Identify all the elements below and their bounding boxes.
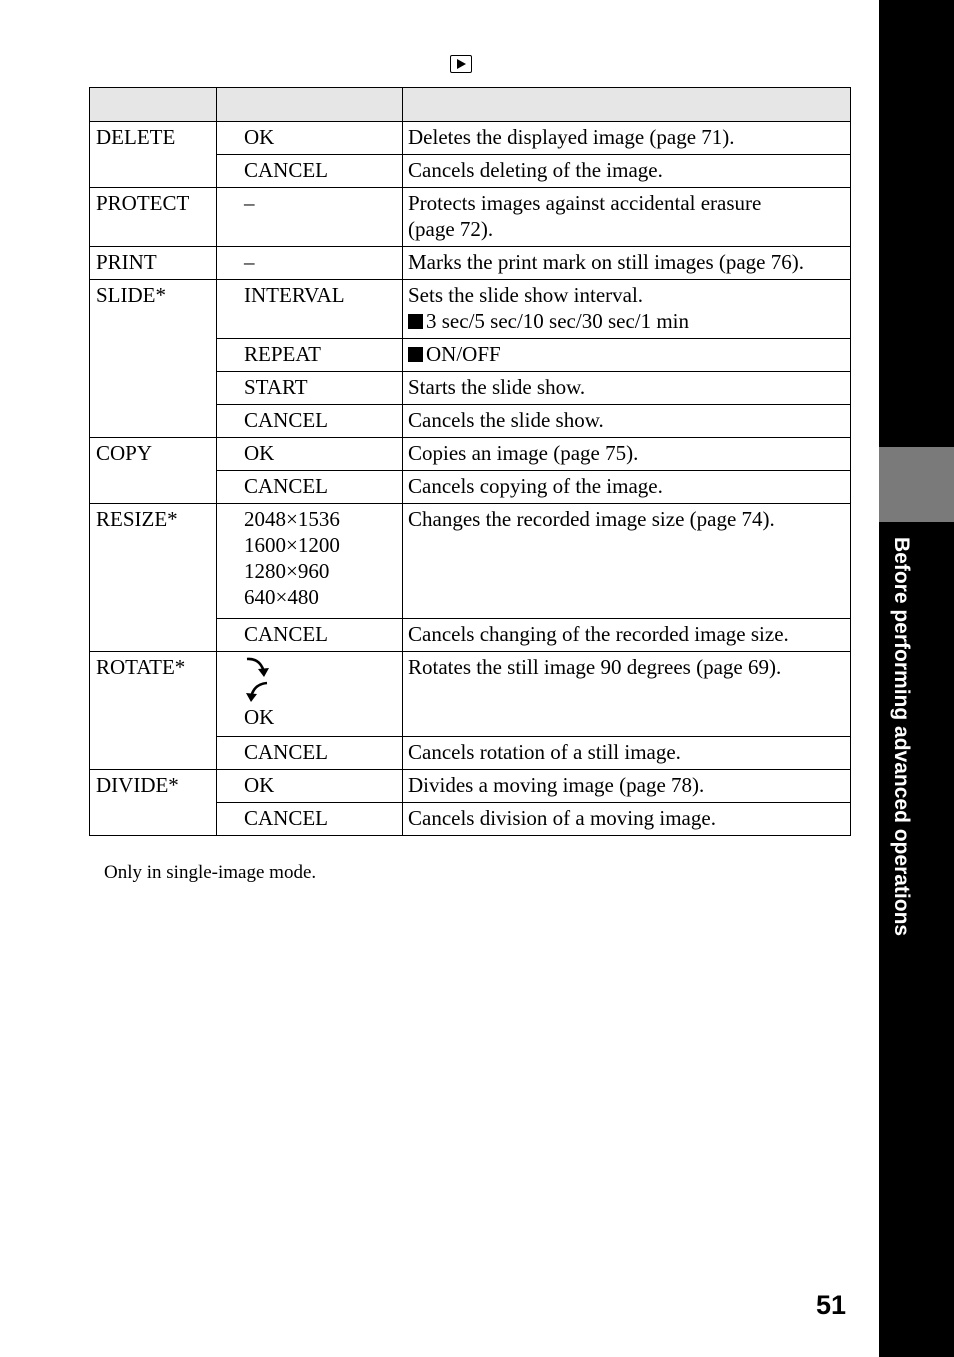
table-row [90, 504, 851, 619]
setting-cell: OK [217, 122, 403, 155]
setting-line: 640×480 [244, 585, 319, 609]
description-cell: Cancels rotation of a still image. [403, 737, 851, 770]
description-cell: Cancels copying of the image. [403, 471, 851, 504]
setting-cell: CANCEL [217, 471, 403, 504]
table-row [90, 770, 851, 803]
setting-cell: CANCEL [217, 619, 403, 652]
item-resize: RESIZE* [90, 504, 217, 652]
rotate-clockwise-icon [244, 654, 270, 679]
table-row [90, 438, 851, 471]
description-line: Sets the slide show interval. [408, 283, 644, 307]
description-cell: Cancels changing of the recorded image size. [403, 619, 851, 652]
description-cell: Changes the recorded image size (page 74). [403, 504, 851, 619]
table-row [90, 247, 851, 280]
footnote: Only in single-image mode. [104, 862, 317, 883]
setting-cell: CANCEL [217, 737, 403, 770]
description-cell [403, 188, 851, 247]
item-print: PRINT [90, 247, 217, 280]
header-description [403, 88, 851, 122]
header-item [90, 88, 217, 122]
description-line: Protects images against accidental erasure [408, 191, 762, 215]
section-title: Before performing advanced operations [890, 537, 913, 937]
description-cell: Divides a moving image (page 78). [403, 770, 851, 803]
table-row [90, 652, 851, 737]
setting-cell: CANCEL [217, 803, 403, 836]
setting-line: 1280×960 [244, 559, 330, 583]
setting-cell: CANCEL [217, 405, 403, 438]
description-line: (page 72). [408, 217, 494, 241]
description-cell: Starts the slide show. [403, 372, 851, 405]
header-setting [217, 88, 403, 122]
item-rotate: ROTATE* [90, 652, 217, 770]
page-number: 51 [816, 1290, 847, 1320]
table-row [90, 122, 851, 155]
table-header-row [90, 88, 851, 122]
setting-cell [217, 504, 403, 619]
item-slide: SLIDE* [90, 280, 217, 438]
setting-line: OK [244, 705, 275, 729]
setting-cell: START [217, 372, 403, 405]
setting-cell: – [217, 188, 403, 247]
setting-cell: OK [217, 770, 403, 803]
setting-cell: INTERVAL [217, 280, 403, 339]
setting-cell [217, 652, 403, 737]
description-cell: Cancels deleting of the image. [403, 155, 851, 188]
setting-cell: REPEAT [217, 339, 403, 372]
setting-line: 2048×1536 [244, 507, 340, 531]
description-cell [403, 280, 851, 339]
default-marker-icon [408, 347, 423, 362]
rotate-counterclockwise-icon [244, 679, 270, 704]
section-tab-marker [879, 447, 954, 522]
description-cell: Rotates the still image 90 degrees (page 69). [403, 652, 851, 737]
description-cell: Deletes the displayed image (page 71). [403, 122, 851, 155]
setting-line: 1600×1200 [244, 533, 340, 557]
setting-cell: CANCEL [217, 155, 403, 188]
item-copy: COPY [90, 438, 217, 504]
item-protect: PROTECT [90, 188, 217, 247]
description-cell: Cancels the slide show. [403, 405, 851, 438]
description-text: ON/OFF [426, 342, 501, 366]
description-line: 3 sec/5 sec/10 sec/30 sec/1 min [426, 309, 690, 333]
table-row [90, 280, 851, 339]
description-cell: Cancels division of a moving image. [403, 803, 851, 836]
setting-cell: – [217, 247, 403, 280]
item-divide: DIVIDE* [90, 770, 217, 836]
description-cell [403, 339, 851, 372]
table-row [90, 188, 851, 247]
menu-settings-table [89, 87, 851, 836]
playback-icon [450, 55, 472, 73]
setting-cell: OK [217, 438, 403, 471]
description-cell: Copies an image (page 75). [403, 438, 851, 471]
default-marker-icon [408, 314, 423, 329]
item-delete: DELETE [90, 122, 217, 188]
description-cell: Marks the print mark on still images (page 76). [403, 247, 851, 280]
